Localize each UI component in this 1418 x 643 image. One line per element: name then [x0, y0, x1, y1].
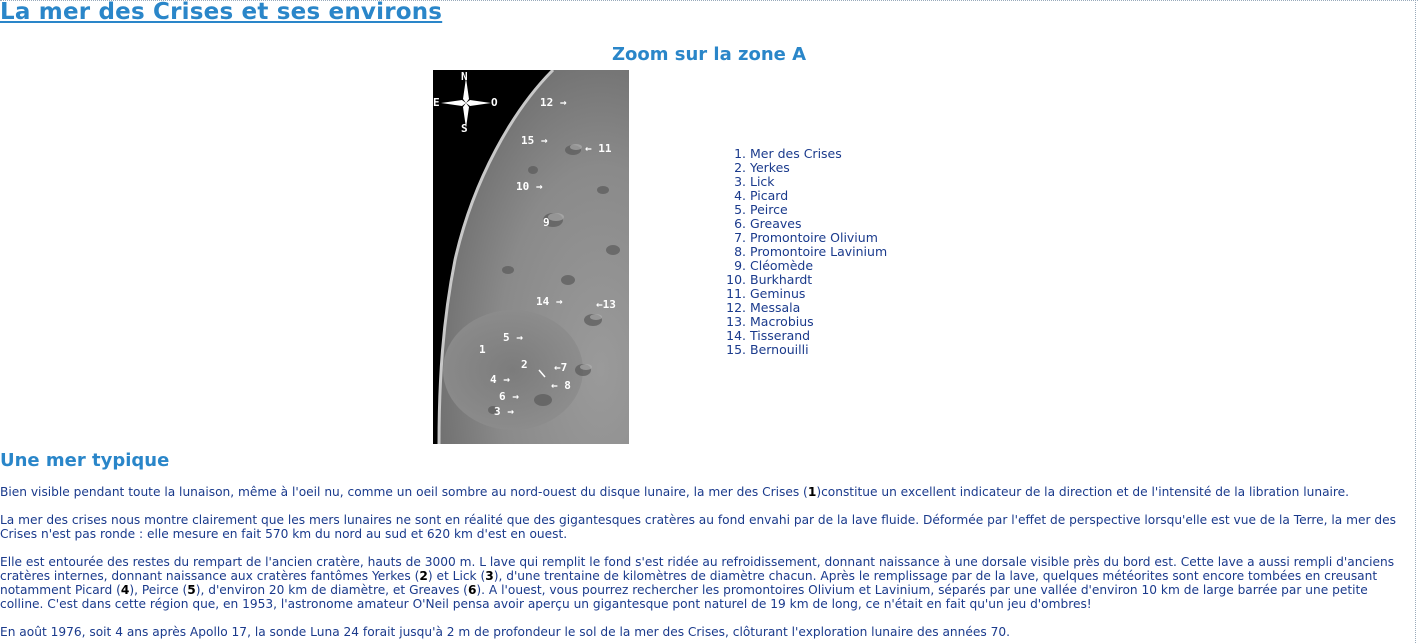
legend-item: 12. Messala: [750, 301, 887, 315]
legend-item: 13. Macrobius: [750, 315, 887, 329]
legend-item: 4. Picard: [750, 189, 887, 203]
crater-ref-5: 5: [187, 583, 196, 597]
crater-legend-list: [720, 147, 887, 357]
map-label-5: 5 →: [503, 331, 523, 344]
crater-ref-4: 4: [120, 583, 130, 597]
crater-ref-2: 2: [419, 569, 428, 583]
legend-item: 7. Promontoire Olivium: [750, 231, 887, 245]
compass-south-label: S: [461, 122, 468, 135]
paragraph-1-text-a: Bien visible pendant toute la lunaison, même à l'oeil nu, comme un oeil sombre au nord-ouest du disque lunaire, la mer des Crises (: [0, 485, 808, 499]
paragraph-3-text-c: ), d'une trentaine de kilomètres de diamètre chacun. Après le remplissage par de la lave, quelques météorites sont encore tombées en creusant notamment Picard (: [0, 569, 1378, 597]
legend-item: 14. Tisserand: [750, 329, 887, 343]
paragraph-3-text-f: ). A l'ouest, vous pourrez rechercher les promontoires Olivium et Lavinium, séparés par une vallée d'environ 10 km de large barrée par une petite colline. C'est dans cette région que, en 1953, l'astronome amateur O'Neil pensa avoir aperçu un gigantesque pont naturel de 19 km de long, ce n'était en fait qu'un jeu d'ombres!: [0, 583, 1368, 611]
paragraph-4: En août 1976, soit 4 ans après Apollo 17, la sonde Luna 24 forait jusqu'à 2 m de profondeur le sol de la mer des Crises, clôturant l'exploration lunaire des années 70.: [0, 625, 1010, 639]
map-label-2: 2: [521, 358, 528, 371]
compass-east-label: E: [433, 96, 440, 109]
legend-item: 6. Greaves: [750, 217, 887, 231]
map-label-10: 10 →: [516, 180, 543, 193]
moon-surface-drawing: [433, 70, 629, 444]
map-label-11: ← 11: [585, 142, 612, 155]
map-label-6: 6 →: [499, 390, 519, 403]
map-label-13: ←13: [596, 298, 616, 311]
compass-north-label: N: [461, 70, 468, 83]
map-label-4: 4 →: [490, 373, 510, 386]
paragraph-1: [0, 485, 1414, 499]
paragraph-3-text-a: Elle est entourée des restes du rempart de l'ancien cratère, hauts de 3000 m. L lave qui remplit le fond s'est ridée au refroidissement, donnant naissance à une dorsale visible près du bord est. Cette lave a aussi rempli d'anciens cratères internes, donnant naissance aux cratères fantômes Yerkes (: [0, 555, 1395, 583]
map-label-15: 15 →: [521, 134, 548, 147]
paragraph-3-text-b: ) et Lick (: [427, 569, 486, 583]
paragraph-1-text-b: )constitue un excellent indicateur de la direction et de l'intensité de la libration lunaire.: [816, 485, 1350, 499]
paragraph-3-text-e: ), d'environ 20 km de diamètre, et Greaves (: [195, 583, 468, 597]
legend-item: 1. Mer des Crises: [750, 147, 887, 161]
crater-ref-3: 3: [485, 569, 494, 583]
legend-item: 3. Lick: [750, 175, 887, 189]
paragraph-3: [0, 555, 1414, 611]
map-label-14: 14 →: [536, 295, 563, 308]
map-label-8: ← 8: [551, 379, 571, 392]
crater-ref-6: 6: [467, 583, 477, 597]
page-title: La mer des Crises et ses environs: [0, 0, 443, 25]
moon-zoom-image: [433, 70, 629, 444]
map-label-3: 3 →: [494, 405, 514, 418]
map-label-9: 9: [543, 216, 550, 229]
legend-item: 11. Geminus: [750, 287, 887, 301]
legend-item: 2. Yerkes: [750, 161, 887, 175]
crater-ref-1: 1: [807, 485, 817, 499]
compass-west-label: O: [491, 96, 498, 109]
legend-item: 15. Bernouilli: [750, 343, 887, 357]
zoom-title: Zoom sur la zone A: [611, 44, 807, 65]
legend-item: 8. Promontoire Lavinium: [750, 245, 887, 259]
section-title: Une mer typique: [0, 450, 170, 471]
right-border: [1415, 0, 1416, 643]
legend-item: 10. Burkhardt: [750, 273, 887, 287]
map-label-12: 12 →: [540, 96, 567, 109]
paragraph-3-text-d: ), Peirce (: [129, 583, 188, 597]
legend-item: 9. Cléomède: [750, 259, 887, 273]
map-label-1: 1: [479, 343, 486, 356]
paragraph-2: La mer des crises nous montre clairement que les mers lunaires ne sont en réalité que des gigantesques cratères au fond envahi par de la lave fluide. Déformée par l'effet de perspective lorsqu'elle est vue de la Terre, la mer des Crises n'est pas ronde : elle mesure en fait 570 km du nord au sud et 620 km d'est en ouest.: [0, 513, 1396, 541]
map-label-7: ←7: [554, 361, 568, 374]
legend-item: 5. Peirce: [750, 203, 887, 217]
